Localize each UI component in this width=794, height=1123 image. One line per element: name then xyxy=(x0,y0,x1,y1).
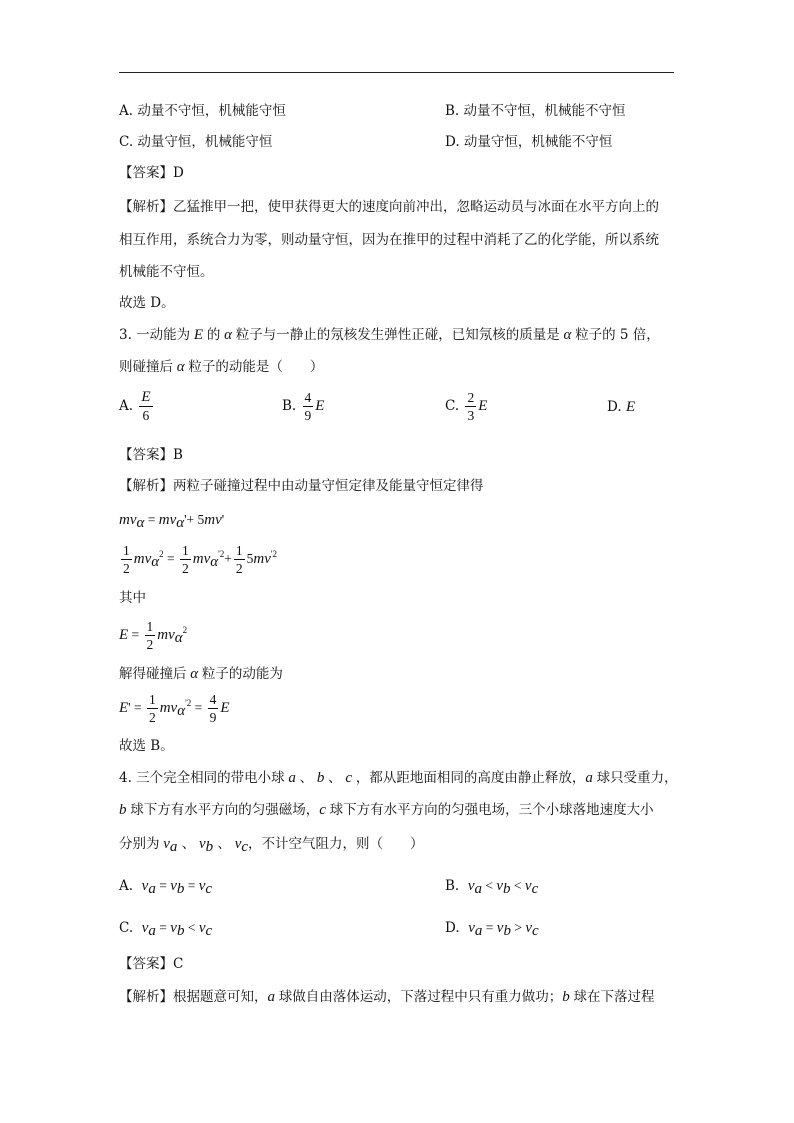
q3-where: 其中 xyxy=(119,590,146,606)
q4-option-c: C. $v_a = v_b < v_c$ xyxy=(119,920,213,939)
q4-option-d: D. $v_a = v_b > v_c$ xyxy=(445,920,539,939)
q3-eq-kinetic: E = $\frac{1}{2}$ $mv_\alpha^2$ xyxy=(119,619,188,652)
q2-analysis-line3: 机械能不守恒。 xyxy=(119,264,214,280)
q3-option-d: D. E xyxy=(607,399,636,415)
q2-option-b: B. 动量不守恒，机械能不守恒 xyxy=(445,103,626,119)
q3-option-b: B. $\frac{4}{9}$ E xyxy=(282,390,325,423)
q2-option-d: D. 动量守恒，机械能不守恒 xyxy=(445,134,613,150)
header-rule xyxy=(119,72,674,73)
q2-choose: 故选 D。 xyxy=(119,295,175,311)
q3-eq-result: E' = $\frac{1}{2}$ $mv_\alpha^{'2}$ = $\frac{4}{9}$ E xyxy=(119,692,230,725)
q4-stem-line1: 4. 三个完全相同的带电小球 a 、 b 、 c ，都从距地面相同的高度由静止释放，a 球只受重力， xyxy=(119,770,678,786)
q3-solve: 解得碰撞后 α 粒子的动能为 xyxy=(119,666,283,682)
q3-eq-energy: $\frac{1}{2}$ $mv_\alpha^2$ = $\frac{1}{2}$ $mv_\alpha^{'2}+$ $\frac{1}{2}$ $5mv^{'2}$ xyxy=(123,543,277,576)
q3-answer: 【答案】B xyxy=(119,447,183,463)
q3-choose: 故选 B。 xyxy=(119,738,174,754)
q3-analysis: 【解析】两粒子碰撞过程中由动量守恒定律及能量守恒定律得 xyxy=(119,478,484,494)
q2-option-c: C. 动量守恒，机械能守恒 xyxy=(119,134,273,150)
q4-option-b: B. $v_a < v_b < v_c$ xyxy=(445,878,539,897)
q3-eq-momentum: $mv_\alpha = mv_\alpha'+ 5mv'$ xyxy=(119,512,225,531)
q3-stem-line2: 则碰撞后 α 粒子的动能是（ ） xyxy=(119,359,324,375)
q3-option-a: A. $\frac{E}{6}$ xyxy=(119,389,151,423)
q4-answer: 【答案】C xyxy=(119,956,184,972)
q2-answer: 【答案】D xyxy=(119,165,184,181)
q4-option-a: A. $v_a = v_b = v_c$ xyxy=(119,878,213,897)
q3-stem-line1: 3. 一动能为 E 的 α 粒子与一静止的氖核发生弹性正碰，已知氖核的质量是 α 粒子的 5 倍， xyxy=(119,327,660,343)
q3-option-c: C. $\frac{2}{3}$ E xyxy=(445,390,488,423)
q2-option-a: A. 动量不守恒，机械能守恒 xyxy=(119,103,286,119)
q4-analysis: 【解析】根据题意可知，a 球做自由落体运动，下落过程中只有重力做功；b 球在下落过程 xyxy=(119,989,655,1005)
q2-analysis-line2: 相互作用，系统合力为零，则动量守恒，因为在推甲的过程中消耗了乙的化学能，所以系统 xyxy=(119,232,659,248)
q4-stem-line2: b 球下方有水平方向的匀强磁场，c 球下方有水平方向的匀强电场，三个小球落地速度大小 xyxy=(119,802,654,818)
q2-analysis-line1: 【解析】乙猛推甲一把，使甲获得更大的速度向前冲出，忽略运动员与冰面在水平方向上的 xyxy=(119,199,659,215)
q4-stem-line3: 分别为 $v_a$ 、 $v_b$ 、 $v_c$，不计空气阻力，则（ ） xyxy=(119,836,424,855)
